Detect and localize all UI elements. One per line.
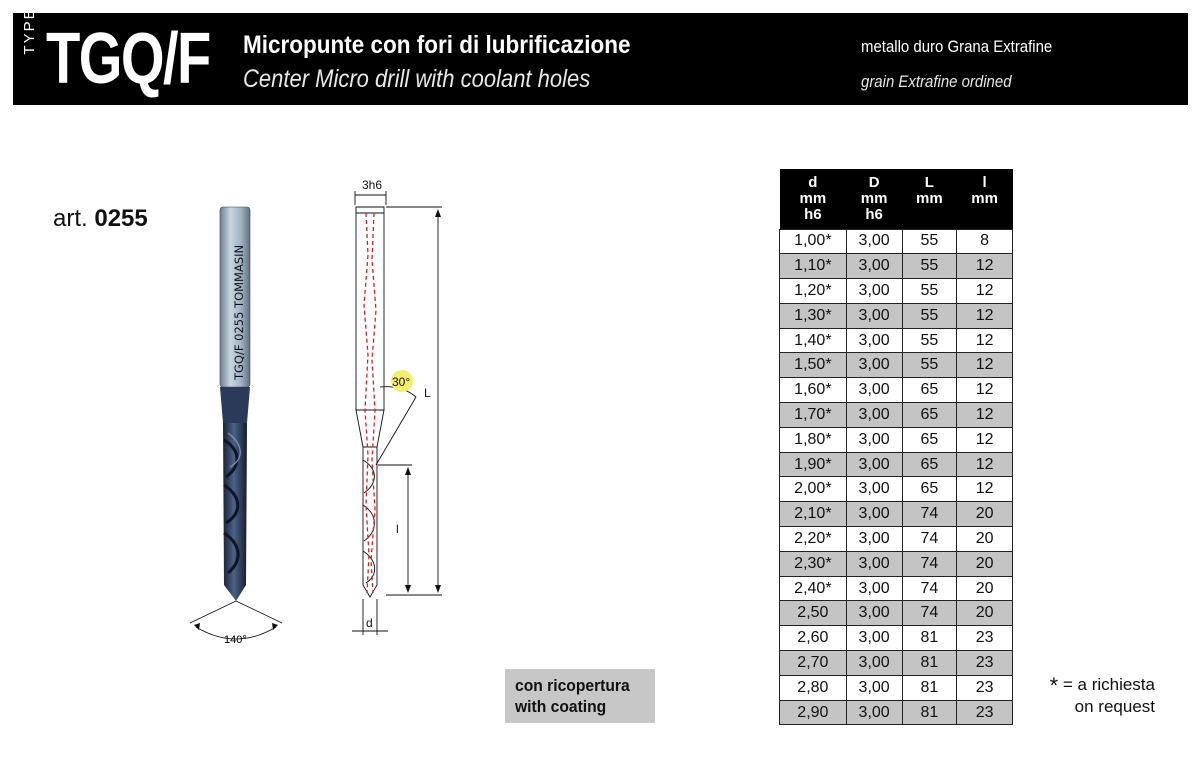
table-cell: 12 [957, 254, 1013, 279]
table-cell: 12 [957, 303, 1013, 328]
drill-photo [190, 207, 282, 646]
table-cell: 1,90* [780, 452, 847, 477]
table-cell: 74 [902, 551, 957, 576]
table-row [780, 353, 1013, 378]
table-cell: 12 [957, 477, 1013, 502]
table-cell: 1,80* [780, 427, 847, 452]
coating-italian: con ricopertura [515, 676, 630, 695]
header-D: D mm h6 [846, 169, 902, 229]
asterisk-icon: * [1049, 673, 1059, 698]
table-cell: 65 [902, 378, 957, 403]
table-row [780, 502, 1013, 527]
table-cell: 23 [957, 675, 1013, 700]
table-cell: 3,00 [846, 502, 902, 527]
table-cell: 2,30* [780, 551, 847, 576]
L-label: L [424, 386, 431, 400]
table-cell: 12 [957, 279, 1013, 304]
request-note: * = a richiesta on request [1049, 673, 1155, 716]
table-cell: 12 [957, 353, 1013, 378]
table-cell: 12 [957, 403, 1013, 428]
table-cell: 3,00 [846, 229, 902, 254]
table-row [780, 700, 1013, 725]
material-italian: metallo duro Grana Extrafine [861, 37, 1053, 56]
table-cell: 74 [902, 502, 957, 527]
dimension-table [779, 169, 1013, 725]
table-row [780, 328, 1013, 353]
table-cell: 3,00 [846, 477, 902, 502]
table-row [780, 527, 1013, 552]
table-cell: 23 [957, 626, 1013, 651]
drill-drawings [170, 165, 470, 660]
type-label: TYPE [21, 7, 38, 55]
table-cell: 55 [902, 303, 957, 328]
coating-box [505, 669, 655, 723]
table-row [780, 427, 1013, 452]
header-band [13, 7, 1188, 105]
table-cell: 3,00 [846, 303, 902, 328]
table-cell: 20 [957, 527, 1013, 552]
table-row [780, 279, 1013, 304]
article-prefix: art. [53, 205, 88, 232]
table-cell: 2,40* [780, 576, 847, 601]
table-row [780, 601, 1013, 626]
table-cell: 55 [902, 328, 957, 353]
table-cell: 3,00 [846, 452, 902, 477]
table-cell: 23 [957, 651, 1013, 676]
title-english: Center Micro drill with coolant holes [243, 65, 591, 93]
table-cell: 65 [902, 427, 957, 452]
table-cell: 12 [957, 328, 1013, 353]
table-cell: 1,20* [780, 279, 847, 304]
table-cell: 12 [957, 378, 1013, 403]
table-cell: 3,00 [846, 527, 902, 552]
title-italian: Micropunte con fori di lubrificazione [243, 31, 631, 59]
table-cell: 81 [902, 675, 957, 700]
table-cell: 3,00 [846, 700, 902, 725]
table-cell: 2,60 [780, 626, 847, 651]
table-cell: 8 [957, 229, 1013, 254]
table-cell: 3,00 [846, 353, 902, 378]
table-cell: 74 [902, 601, 957, 626]
table-cell: 1,10* [780, 254, 847, 279]
table-cell: 20 [957, 502, 1013, 527]
table-row [780, 477, 1013, 502]
table-cell: 20 [957, 576, 1013, 601]
table-cell: 81 [902, 700, 957, 725]
table-cell: 3,00 [846, 378, 902, 403]
table-cell: 1,30* [780, 303, 847, 328]
table-cell: 2,20* [780, 527, 847, 552]
table-cell: 55 [902, 353, 957, 378]
table-row [780, 229, 1013, 254]
table-cell: 3,00 [846, 551, 902, 576]
table-cell: 55 [902, 229, 957, 254]
table-cell: 20 [957, 601, 1013, 626]
table-cell: 12 [957, 427, 1013, 452]
table-cell: 2,70 [780, 651, 847, 676]
table-cell: 3,00 [846, 328, 902, 353]
table-cell: 1,50* [780, 353, 847, 378]
table-cell: 65 [902, 452, 957, 477]
shank-dim-label: 3h6 [362, 178, 383, 192]
helix-angle-label: 30° [392, 375, 411, 389]
table-cell: 1,40* [780, 328, 847, 353]
material-english: grain Extrafine ordined [861, 72, 1012, 91]
table-cell: 3,00 [846, 279, 902, 304]
table-cell: 23 [957, 700, 1013, 725]
drill-technical-drawing [352, 178, 442, 635]
table-cell: 12 [957, 452, 1013, 477]
table-cell: 3,00 [846, 576, 902, 601]
table-cell: 3,00 [846, 626, 902, 651]
table-cell: 55 [902, 279, 957, 304]
table-cell: 74 [902, 527, 957, 552]
coating-english: with coating [515, 697, 607, 716]
table-row [780, 551, 1013, 576]
table-row [780, 576, 1013, 601]
article-label [53, 205, 148, 233]
table-cell: 81 [902, 626, 957, 651]
table-row [780, 254, 1013, 279]
table-cell: 20 [957, 551, 1013, 576]
table-cell: 81 [902, 651, 957, 676]
table-cell: 74 [902, 576, 957, 601]
d-label: d [366, 616, 373, 630]
table-cell: 55 [902, 254, 957, 279]
table-cell: 2,10* [780, 502, 847, 527]
table-header-row [780, 169, 1013, 229]
table-row [780, 651, 1013, 676]
header-d: d mm h6 [780, 169, 847, 229]
point-angle-label: 140° [224, 634, 247, 646]
article-number: 0255 [94, 205, 148, 232]
table-cell: 2,80 [780, 675, 847, 700]
header-L: L mm [902, 169, 957, 229]
table-row [780, 675, 1013, 700]
table-cell: 2,00* [780, 477, 847, 502]
header-l: l mm [957, 169, 1013, 229]
model-code: TGQ/F [46, 19, 210, 99]
table-cell: 3,00 [846, 254, 902, 279]
table-cell: 65 [902, 403, 957, 428]
shank-marking: TGQ/F 0255 TOMMASIN [232, 244, 246, 380]
table-cell: 3,00 [846, 651, 902, 676]
table-cell: 1,60* [780, 378, 847, 403]
table-cell: 2,50 [780, 601, 847, 626]
table-row [780, 403, 1013, 428]
table-cell: 65 [902, 477, 957, 502]
table-row [780, 626, 1013, 651]
table-cell: 3,00 [846, 675, 902, 700]
table-cell: 3,00 [846, 403, 902, 428]
table-cell: 3,00 [846, 601, 902, 626]
table-cell: 1,00* [780, 229, 847, 254]
table-row [780, 378, 1013, 403]
table-row [780, 303, 1013, 328]
table-cell: 3,00 [846, 427, 902, 452]
l-label: l [396, 522, 399, 536]
table-cell: 2,90 [780, 700, 847, 725]
table-cell: 1,70* [780, 403, 847, 428]
table-row [780, 452, 1013, 477]
